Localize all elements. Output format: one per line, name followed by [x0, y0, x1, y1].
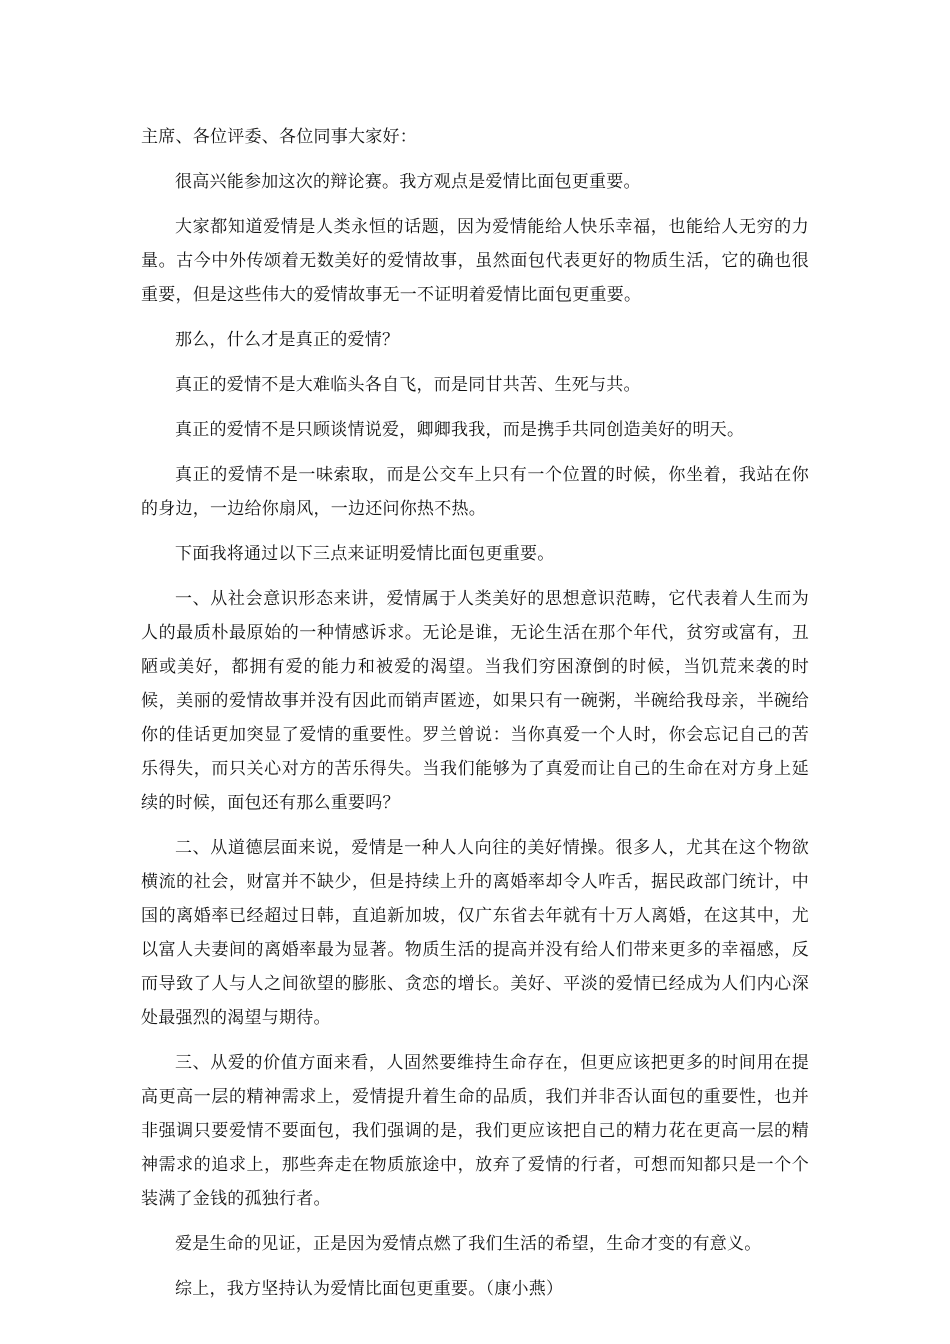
document-body: [141, 120, 809, 1317]
paragraph-true-love-3: 真正的爱情不是一味索取，而是公交车上只有一个位置的时候，你坐着，我站在你的身边，一边给你扇风，一边还问你热不热。: [141, 465, 809, 519]
paragraph-point-2: 二、从道德层面来说，爱情是一种人人向往的美好情操。很多人，尤其在这个物欲横流的社会，财富并不缺少，但是持续上升的离婚率却令人咋舌，据民政部门统计，中国的离婚率已经超过日韩，直追新加坡，仅广东省去年就有十万人离婚，在这其中，尤以富人夫妻间的离婚率最为显著。物质生活的提高并没有给人们带来更多的幸福感，反而导致了人与人之间欲望的膨胀、贪恋的增长。美好、平淡的爱情已经成为人们内心深处最强烈的渴望与期待。: [141, 838, 809, 1028]
paragraph-true-love-2: 真正的爱情不是只顾谈情说爱，卿卿我我，而是携手共同创造美好的明天。: [175, 420, 745, 440]
paragraph-topic: 大家都知道爱情是人类永恒的话题，因为爱情能给人快乐幸福，也能给人无穷的力量。古今中外传颂着无数美好的爱情故事，虽然面包代表更好的物质生活，它的确也很重要，但是这些伟大的爱情故事无一不证明着爱情比面包更重要。: [141, 217, 809, 305]
paragraph-point-3: 三、从爱的价值方面来看，人固然要维持生命存在，但更应该把更多的时间用在提高更高一层的精神需求上，爱情提升着生命的品质，我们并非否认面包的重要性，也并非强调只要爱情不要面包，我们强调的是，我们更应该把自己的精力花在更高一层的精神需求的追求上，那些奔走在物质旅途中，放弃了爱情的行者，可想而知都只是一个个装满了金钱的孤独行者。: [141, 1053, 809, 1209]
paragraph-point-1: 一、从社会意识形态来讲，爱情属于人类美好的思想意识范畴，它代表着人生而为人的最质朴最原始的一种情感诉求。无论是谁，无论生活在那个年代，贫穷或富有，丑陋或美好，都拥有爱的能力和被爱的渴望。当我们穷困潦倒的时候，当饥荒来袭的时候，美丽的爱情故事并没有因此而销声匿迹，如果只有一碗粥，半碗给我母亲，半碗给你的佳话更加突显了爱情的重要性。罗兰曾说：当你真爱一个人时，你会忘记自己的苦乐得失，而只关心对方的苦乐得失。当我们能够为了真爱而让自己的生命在对方身上延续的时候，面包还有那么重要吗？: [141, 589, 809, 813]
paragraph-true-love-1: 真正的爱情不是大难临头各自飞，而是同甘共苦、生死与共。: [175, 375, 641, 395]
paragraph-question: 那么，什么才是真正的爱情？: [175, 330, 400, 350]
paragraph-conclusion: 综上，我方坚持认为爱情比面包更重要。（康小燕）: [175, 1279, 564, 1299]
salutation: 主席、各位评委、各位同事大家好：: [141, 127, 417, 147]
paragraph-outline: 下面我将通过以下三点来证明爱情比面包更重要。: [175, 544, 555, 564]
paragraph-reflection: 爱是生命的见证，正是因为爱情点燃了我们生活的希望，生命才变的有意义。: [175, 1234, 762, 1254]
paragraph-opening: 很高兴能参加这次的辩论赛。我方观点是爱情比面包更重要。: [175, 172, 641, 192]
